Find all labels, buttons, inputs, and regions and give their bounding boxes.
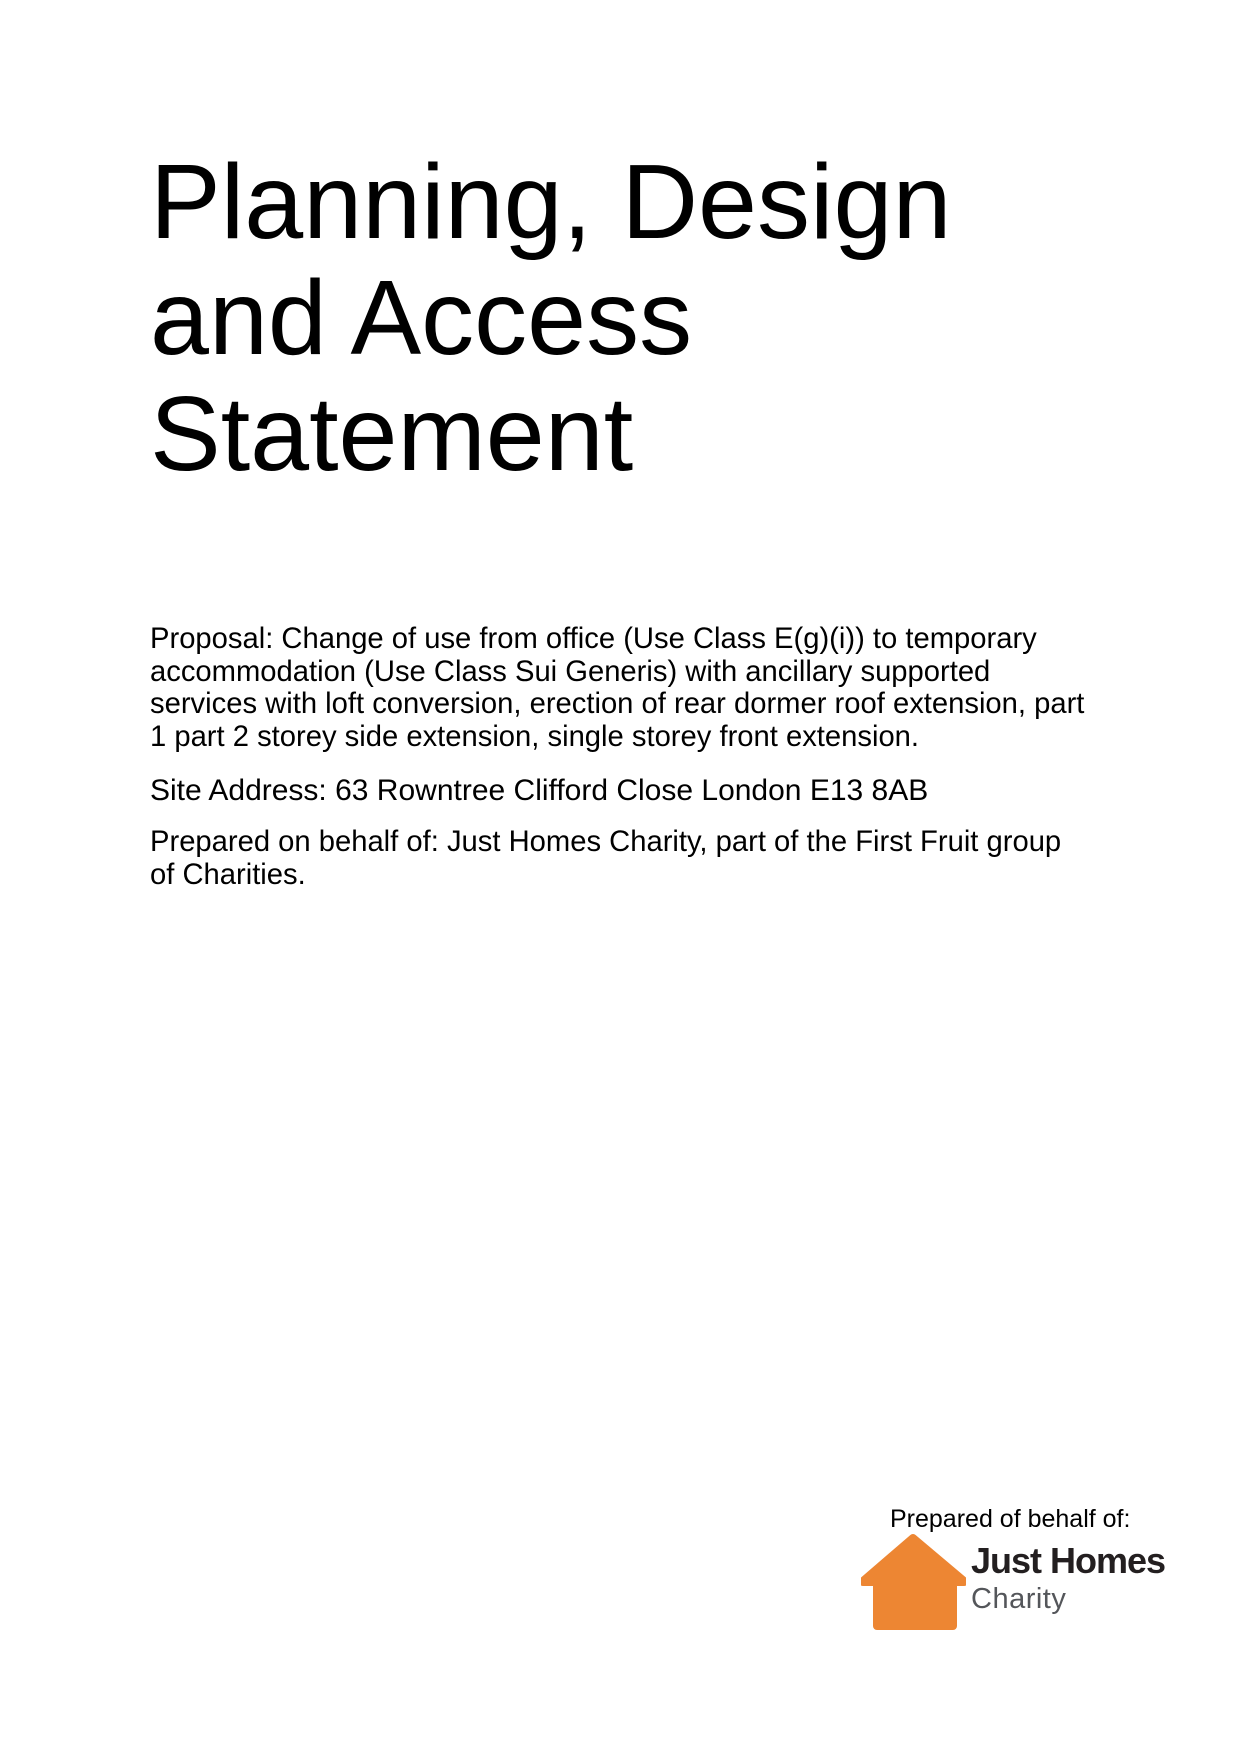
prepared-on-behalf-paragraph: Prepared on behalf of: Just Homes Charity, part of the First Fruit group of Charities. <box>150 826 1062 891</box>
proposal-paragraph: Proposal: Change of use from office (Use Class E(g)(i)) to temporary accommodation (Use Class Sui Generis) with ancillary supported services with loft conversion, erection of rear dormer roof extension, part 1 part 2 storey side extension, single storey front extension. <box>150 623 1085 753</box>
page-title: Planning, Design and Access Statement <box>150 143 952 493</box>
site-address-line: Site Address: 63 Rowntree Clifford Close London E13 8AB <box>150 774 929 807</box>
house-icon <box>861 1532 966 1632</box>
logo-subname: Charity <box>971 1583 1067 1615</box>
house-icon-shape <box>863 1538 964 1626</box>
logo-name: Just Homes <box>971 1540 1166 1581</box>
logo-caption: Prepared of behalf of: <box>890 1505 1131 1533</box>
